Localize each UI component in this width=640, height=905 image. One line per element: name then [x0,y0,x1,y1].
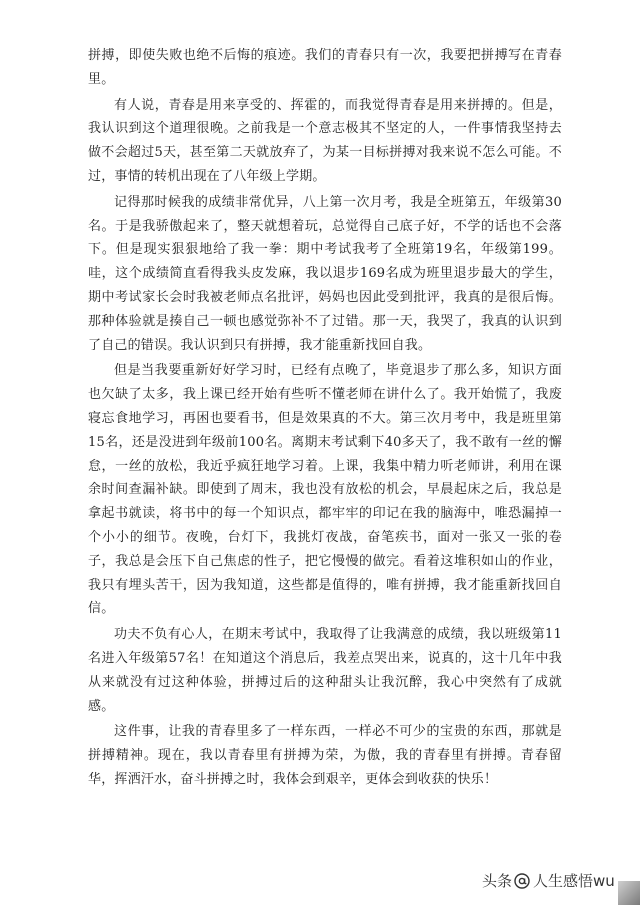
paragraph: 记得那时候我的成绩非常优异，八上第一次月考，我是全班第五，年级第30名。于是我骄傲起来了，整天就想着玩，总觉得自己底子好，不学的话也不会落下。但是现实狠狠地给了我一拳：期中考试我考了全班第19名，年级第199。哇，这个成绩简直看得我头皮发麻，我以退步169名成为班里退步最大的学生，期中考试家长会时我被老师点名批评，妈妈也因此受到批评，我真的是很后悔。那种体验就是揍自己一顿也感觉弥补不了过错。那一天，我哭了，我真的认识到了自己的错误。我认识到只有拼搏，我才能重新找回自我。 [88,194,562,353]
paragraph: 但是当我要重新好好学习时，已经有点晚了，毕竟退步了那么多，知识方面也欠缺了太多，我上课已经开始有些听不懂老师在讲什么了。我开始慌了，我废寝忘食地学习，再困也要看书，但是效果真的不大。第三次月考中，我是班里第15名，还是没进到年级前100名。离期末考试剩下40多天了，我不敢有一丝的懈怠，一丝的放松，我近乎疯狂地学习着。上课，我集中精力听老师讲，利用在课余时间查漏补缺。即使到了周末，我也没有放松的机会，早晨起床之后，我总是拿起书就读，将书中的每一个知识点，都牢牢的印记在我的脑海中，唯恐漏掉一个小小的细节。夜晚，台灯下，我挑灯夜战，奋笔疾书，面对一张又一张的卷子，我总是会压下自己焦虑的性子，把它慢慢的做完。看着这堆积如山的作业，我只有埋头苦干，因为我知道，这些都是值得的，唯有拼搏，我才能重新找回自信。 [88,363,562,617]
paragraph: 拼搏，即使失败也绝不后悔的痕迹。我们的青春只有一次，我要把拼搏写在青春里。 [88,48,562,87]
paragraph: 功夫不负有心人，在期末考试中，我取得了让我满意的成绩，我以班级第11名进入年级第57名！在知道这个消息后，我差点哭出来，说真的，这十几年中我从来就没有过这种体验，拼搏过后的这种甜头让我沉醉，我心中突然有了成就感。 [88,627,562,714]
watermark-source: 头条 [482,872,513,890]
watermark-handle: 人生感悟wu [533,872,615,890]
paragraph: 这件事，让我的青春里多了一样东西，一样必不可少的宝贵的东西，那就是拼搏精神。现在，我以青春里有拼搏为荣，为傲，我的青春里有拼搏。青春留华，挥洒汗水，奋斗拼搏之时，我体会到艰辛，更体会到收获的快乐！ [88,724,562,787]
at-icon [514,873,530,889]
document-body [88,44,562,792]
page-corner-decoration [618,881,640,905]
watermark [482,870,615,891]
paragraph: 有人说，青春是用来享受的、挥霍的，而我觉得青春是用来拼搏的。但是，我认识到这个道理很晚。之前我是一个意志极其不坚定的人，一件事情我坚持去做不会超过5天，甚至第二天就放弃了，为某一目标拼搏对我来说不怎么可能。不过，事情的转机出现在了八年级上学期。 [88,97,562,184]
